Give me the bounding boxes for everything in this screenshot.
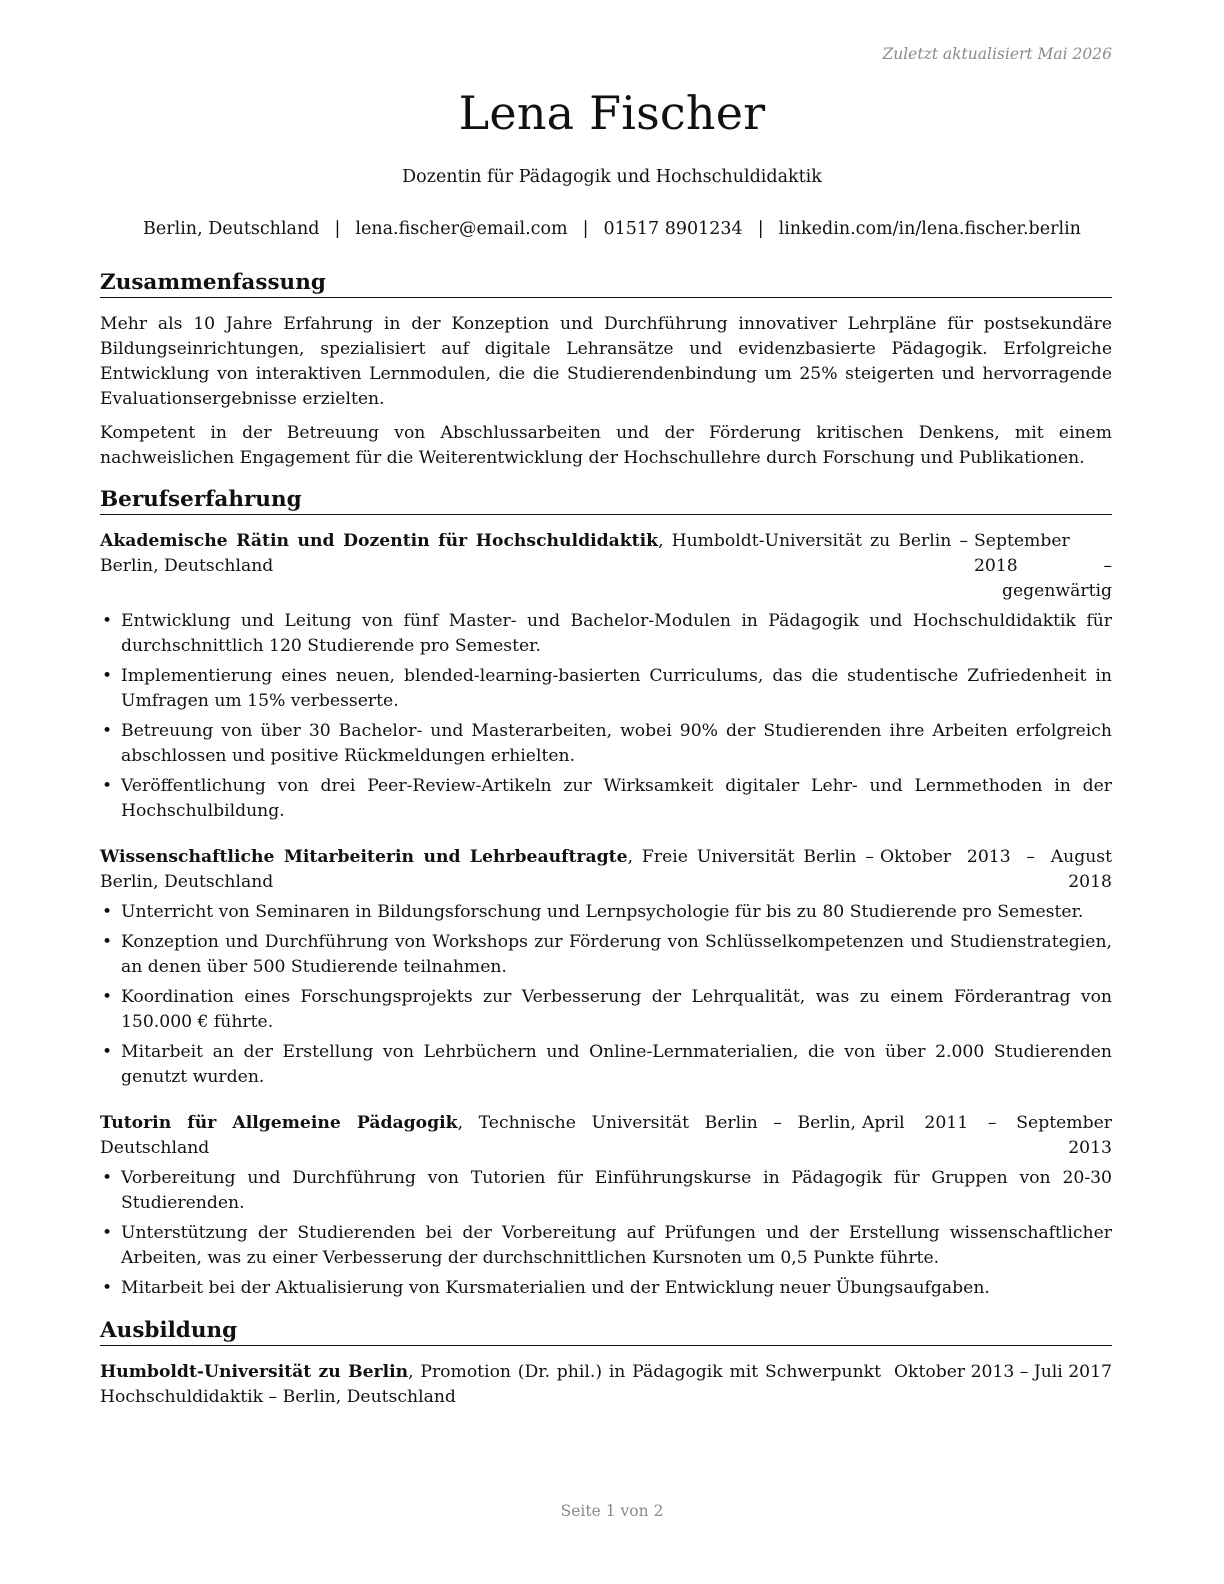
list-item: • Mitarbeit bei der Aktualisierung von Kursmaterialien und der Entwicklung neuer Übungsaufgaben.	[100, 1276, 1112, 1301]
page-number: Seite 1 von 2	[560, 1502, 664, 1520]
summary-section	[100, 270, 1112, 471]
entry-dates: Oktober 2013 – August 2018	[880, 847, 1112, 892]
contact-separator: |	[757, 219, 764, 239]
contact-phone: 01517 8901234	[603, 219, 743, 239]
experience-entry	[100, 845, 1112, 1090]
achievement-list	[100, 900, 1112, 1090]
employer: , Humboldt-Universität zu Berlin – Berlin, Deutschland	[100, 531, 968, 576]
list-item: • Unterstützung der Studierenden bei der Vorbereitung auf Prüfungen und der Erstellung wissenschaftlicher Arbeiten, was zu einer Verbesserung der durchschnittlichen Kursnoten um 0,5 Punkte führte.	[100, 1221, 1112, 1271]
institution-name: Humboldt-Universität zu Berlin	[100, 1362, 409, 1382]
list-item: • Implementierung eines neuen, blended-learning-basierten Curriculums, das die studentische Zufriedenheit in Umfragen um 15% verbesserte.	[100, 664, 1112, 714]
entry-header	[100, 1360, 1112, 1410]
experience-entry	[100, 529, 1112, 824]
entry-dates: Oktober 2013 – Juli 2017	[893, 1362, 1112, 1382]
candidate-subtitle: Dozentin für Pädagogik und Hochschuldidaktik	[402, 167, 822, 187]
list-item: • Betreuung von über 30 Bachelor- und Masterarbeiten, wobei 90% der Studierenden ihre Arbeiten erfolgreich abschlossen und positive Rückmeldungen erhielten.	[100, 719, 1112, 769]
list-item: • Unterricht von Seminaren in Bildungsforschung und Lernpsychologie für bis zu 80 Studierende pro Semester.	[100, 900, 1112, 925]
summary-paragraph: Mehr als 10 Jahre Erfahrung in der Konzeption und Durchführung innovativer Lehrpläne für postsekundäre Bildungseinrichtungen, spezialisiert auf digitale Lehransätze und evidenzbasierte Pädagogik. Erfolgreiche Entwicklung von interaktiven Lernmodulen, die die Studierendenbindung um 25% steigerten und hervorragende Evaluationsergebnisse erzielten.	[100, 314, 1112, 409]
section-heading-summary: Zusammenfassung	[100, 270, 1112, 298]
job-title: Wissenschaftliche Mitarbeiterin und Lehrbeauftragte	[100, 847, 628, 867]
list-item: • Koordination eines Forschungsprojekts zur Verbesserung der Lehrqualität, was zu einem Förderantrag von 150.000 € führte.	[100, 985, 1112, 1035]
list-item: • Mitarbeit an der Erstellung von Lehrbüchern und Online-Lernmaterialien, die von über 2.000 Studierenden genutzt wurden.	[100, 1040, 1112, 1090]
education-entry	[100, 1360, 1112, 1410]
candidate-name: Lena Fischer	[458, 86, 766, 140]
last-updated-note: Zuletzt aktualisiert Mai 2026	[882, 45, 1112, 63]
list-item: • Veröffentlichung von drei Peer-Review-Artikeln zur Wirksamkeit digitaler Lehr- und Lernmethoden in der Hochschulbildung.	[100, 774, 1112, 824]
entry-header	[100, 529, 1112, 604]
contact-email-link[interactable]: lena.fischer@email.com	[355, 219, 568, 239]
list-item: • Vorbereitung und Durchführung von Tutorien für Einführungskurse in Pädagogik für Gruppen von 20-30 Studierenden.	[100, 1166, 1112, 1216]
resume-body	[100, 270, 1112, 1431]
section-heading-education: Ausbildung	[100, 1318, 1112, 1346]
entry-title-line	[100, 1111, 862, 1161]
entry-title-line	[100, 845, 880, 895]
degree-detail: , Promotion (Dr. phil.) in Pädagogik mit Schwerpunkt Hochschuldidaktik – Berlin, Deutschland	[100, 1362, 881, 1407]
contact-separator: |	[582, 219, 589, 239]
contact-line	[0, 219, 1224, 239]
job-title: Akademische Rätin und Dozentin für Hochschuldidaktik	[100, 531, 659, 551]
employer: , Technische Universität Berlin – Berlin, Deutschland	[100, 1113, 856, 1158]
entry-title-line	[100, 529, 974, 579]
achievement-list	[100, 609, 1112, 824]
job-title: Tutorin für Allgemeine Pädagogik	[100, 1113, 458, 1133]
experience-entry	[100, 1111, 1112, 1301]
list-item: • Entwicklung und Leitung von fünf Master- und Bachelor-Modulen in Pädagogik und Hochschuldidaktik für durchschnittlich 120 Studierende pro Semester.	[100, 609, 1112, 659]
entry-dates: April 2011 – September 2013	[862, 1113, 1112, 1158]
contact-location: Berlin, Deutschland	[143, 219, 320, 239]
entry-header	[100, 845, 1112, 895]
experience-section	[100, 487, 1112, 1301]
contact-separator: |	[334, 219, 341, 239]
section-heading-experience: Berufserfahrung	[100, 487, 1112, 515]
list-item: • Konzeption und Durchführung von Workshops zur Förderung von Schlüsselkompetenzen und Studienstrategien, an denen über 500 Studierende teilnahmen.	[100, 930, 1112, 980]
summary-paragraph: Kompetent in der Betreuung von Abschlussarbeiten und der Förderung kritischen Denkens, mit einem nachweislichen Engagement für die Weiterentwicklung der Hochschullehre durch Forschung und Publikationen.	[100, 423, 1112, 468]
employer: , Freie Universität Berlin – Berlin, Deutschland	[100, 847, 874, 892]
entry-header	[100, 1111, 1112, 1161]
entry-title-line	[100, 1360, 887, 1410]
entry-dates: September 2018 – gegenwärtig	[974, 531, 1112, 601]
achievement-list	[100, 1166, 1112, 1301]
contact-linkedin-link[interactable]: linkedin.com/in/lena.fischer.berlin	[778, 219, 1081, 239]
education-section	[100, 1318, 1112, 1410]
